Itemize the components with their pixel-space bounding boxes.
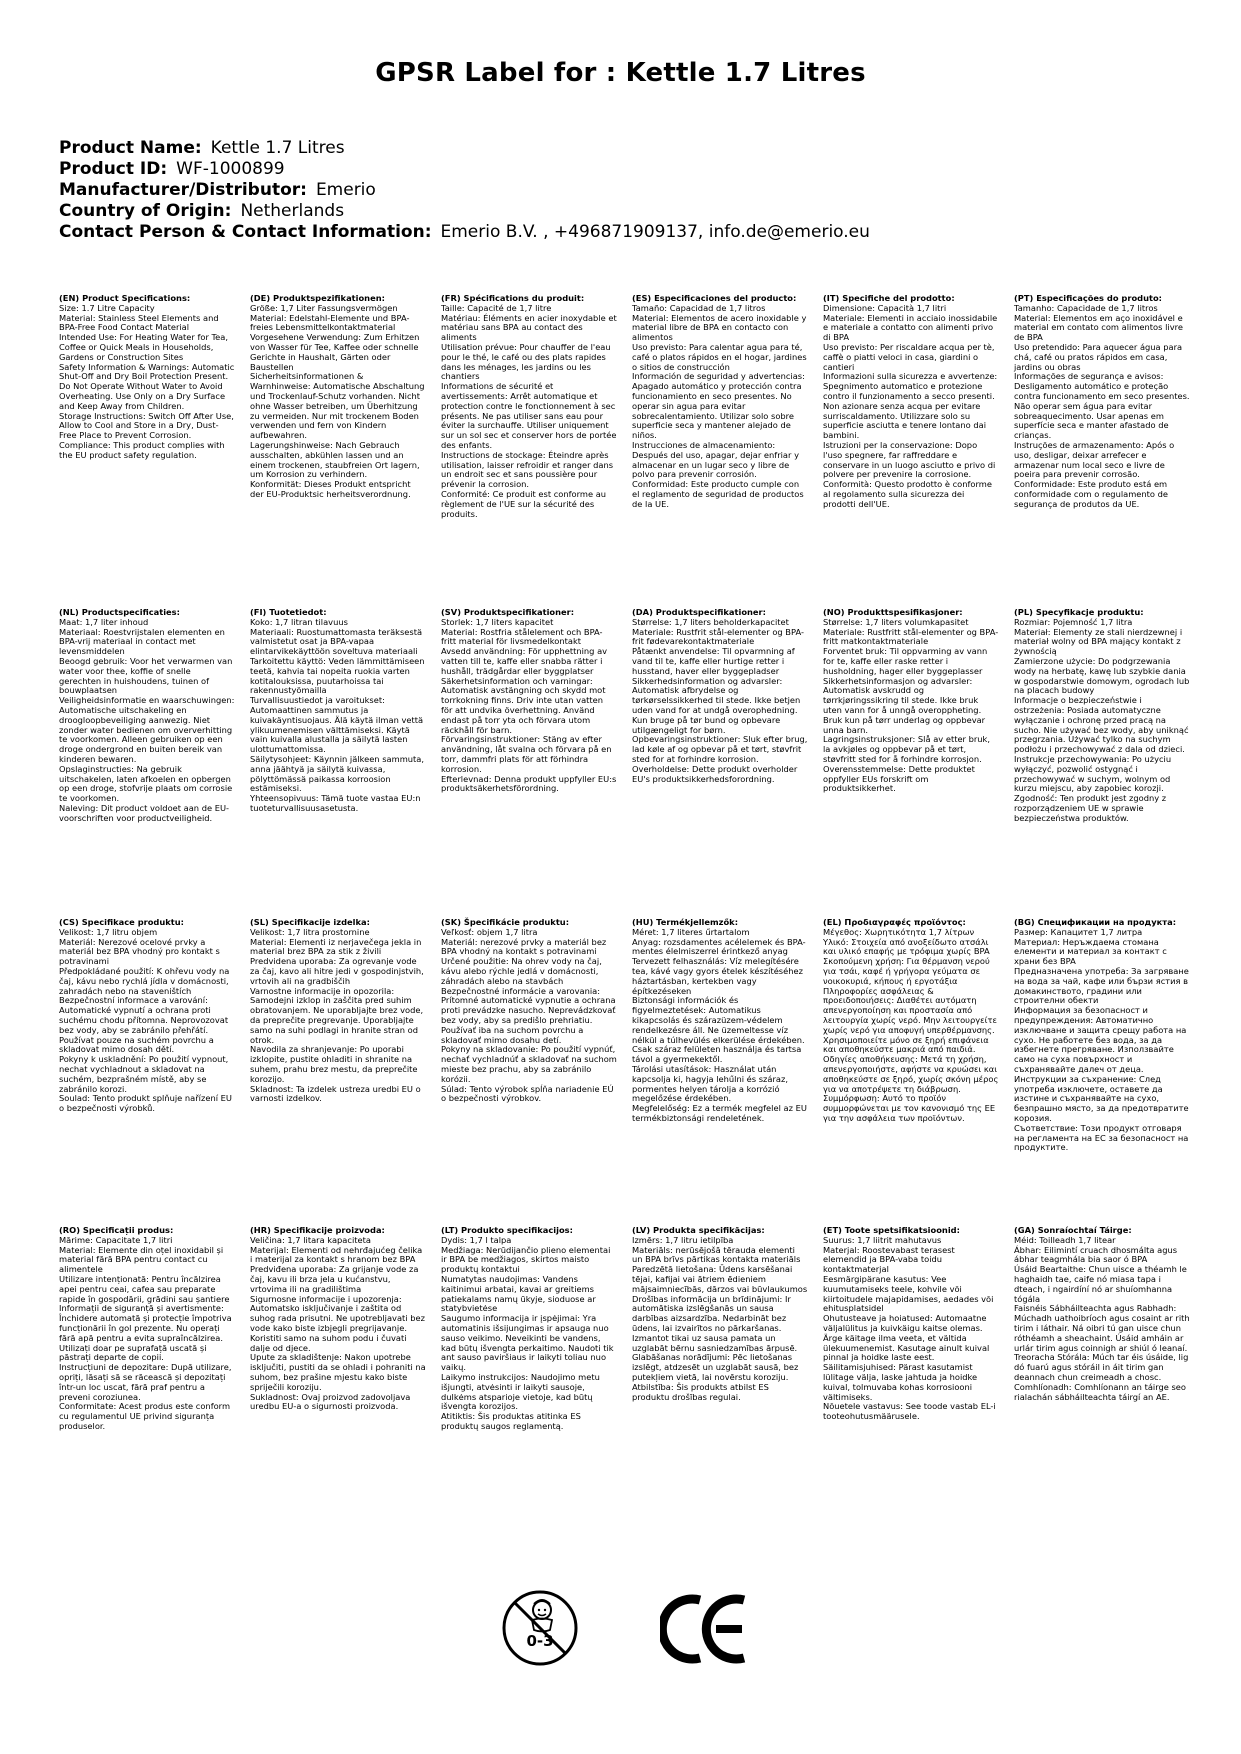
- section-heading: (LV) Produkta specifikācijas:: [632, 1225, 765, 1235]
- section-body: Dydis: 1,7 l talpa Medžiaga: Nerūdijančio plieno elementai ir BPA be medžiagos, skirtos maisto produktų kontaktui Numatytas naudojimas: Vandens kaitinimui arbatai, kavai ar greitiems patiekalams namų ūkyje, sioduose ar statybvietėse Saugumo informacija ir įspėjimai: Yra automatinis išsijungimas ir apsauga nuo sauso veikimo. Neveikinti be vandens, kad būtų išvengta perkaitimo. Naudoti tik ant sauso paviršiaus ir laikyti toliau nuo vaikų. Laikymo instrukcijos: Naudojimo metu išjungti, atvėsinti ir laikyti sausoje, dulkėms atsparioje vietoje, kad būtų išvengta korozijos. Atitiktis: Šis produktas atitinka ES produktų saugos reglamentą.: [441, 1234, 614, 1431]
- section-heading: (ES) Especificaciones del producto:: [632, 293, 797, 303]
- section-fr: [441, 294, 617, 519]
- section-body: Tamanho: Capacidade de 1,7 litros Material: Elementos em aço inoxidável e material em contato com alimentos livre de BPA Uso pretendido: Para aquecer água para chá, café ou pratos rápidos em casa, jardins ou obras Informações de segurança e avisos: Desligamento automático e proteção contra funcionamento em seco presentes. Não operar sem água para evitar sobreaquecimento. Usar apenas em superfície seca e manter afastado de crianças. Instruções de armazenamento: Após o uso, desligar, deixar arrefecer e armazenar num local seco e livre de poeira para prevenir corrosão. Conformidade: Este produto está em conformidade com o regulamento de segurança de produtos da UE.: [1014, 302, 1190, 509]
- section-pl: [1014, 608, 1190, 824]
- section-ro: [59, 1226, 235, 1432]
- section-heading: (PT) Especificações do produto:: [1014, 293, 1162, 303]
- section-body: Størrelse: 1,7 liters beholderkapacitet Materiale: Rustfrit stål-elementer og BPA-frit fødevarekontaktmateriale Påtænkt anvendelse: Til opvarmning af vand til te, kaffe eller hurtige retter i husstand, haver eller byggepladser Sikkerhedsinformation og advarsler: Automatisk afbrydelse og tørkørselssikkerhed til stede. Ikke betjen uden vand for at undgå overophedning. Kun bruge på tør bund og opbevare utilgængeligt for børn. Opbevaringsinstruktioner: Sluk efter brug, lad køle af og opbevar på et tørt, støvfrit sted for at forhindre korrosion. Overholdelse: Dette produkt overholder EU's produktsikkerhedsforordning.: [632, 616, 808, 784]
- manufacturer-row: [59, 180, 1209, 201]
- contact-row: [59, 222, 1209, 243]
- info-value: Netherlands: [240, 201, 345, 221]
- section-body: Dimensione: Capacità 1,7 litri Materiale: Elementi in acciaio inossidabile e materiale a contatto con alimenti privo di BPA Uso previsto: Per riscaldare acqua per tè, caffè o piatti veloci in casa, giardini o cantieri Informazioni sulla sicurezza e avvertenze: Spegnimento automatico e protezione contro il funzionamento a secco presenti. Non azionare senza acqua per evitare surriscaldamento. Utilizzare solo su superficie asciutta e tenere lontano dai bambini. Istruzioni per la conservazione: Dopo l'uso spegnere, far raffreddare e conservare in un luogo asciutto e privo di polvere per prevenire la corrosione. Conformità: Questo prodotto è conforme al regolamento sulla sicurezza dei prodotti dell'UE.: [823, 302, 998, 509]
- section-lv: [632, 1226, 808, 1402]
- section-heading: (RO) Specificații produs:: [59, 1225, 174, 1235]
- section-body: Mărime: Capacitate 1,7 litri Material: Elemente din oțel inoxidabil și material fără BPA pentru contact cu alimentele Utilizare intenționată: Pentru încălzirea apei pentru ceai, cafea sau preparate rapide în gospodării, grădini sau șantiere Informații de siguranță și avertismente: Închidere automată și protecție împotriva funcționării în gol prezente. Nu operați fără apă pentru a evita supraîncălzirea. Utilizați doar pe suprafață uscată și păstrați departe de copii. Instrucțiuni de depozitare: După utilizare, opriți, lăsați să se răcească și depozitați într-un loc uscat, fără praf pentru a preveni coroziunea. Conformitate: Acest produs este conform cu regulamentul UE privind siguranța produselor.: [59, 1234, 232, 1431]
- section-heading: (SK) Špecifikácie produktu:: [441, 917, 570, 927]
- section-body: Méret: 1,7 literes űrtartalom Anyag: rozsdamentes acélelemek és BPA-mentes élelmiszerrel érintkező anyag Tervezett felhasználás: Víz melegítésére tea, kávé vagy gyors ételek készítéséhez háztartásban, kertekben vagy építkezéseken Biztonsági információk és figyelmeztetések: Automatikus kikapcsolás és szárazüzem-védelem rendelkezésre áll. Ne üzemeltesse víz nélkül a túlhevülés elkerülése érdekében. Csak száraz felületen használja és tartsa távol a gyermekektől. Tárolási utasítások: Használat után kapcsolja ki, hagyja lehűlni és száraz, pormentes helyen tárolja a korrózió megelőzése érdekében. Megfelelőség: Ez a termék megfelel az EU termékbiztonsági rendeletének.: [632, 926, 807, 1123]
- section-heading: (FI) Tuotetiedot:: [250, 607, 327, 617]
- section-heading: (FR) Spécifications du produit:: [441, 293, 585, 303]
- section-cs: [59, 918, 235, 1114]
- section-body: Tamaño: Capacidad de 1,7 litros Material: Elementos de acero inoxidable y material libre de BPA en contacto con alimentos Uso previsto: Para calentar agua para té, café o platos rápidos en el hogar, jardines o sitios de construcción Información de seguridad y advertencias: Apagado automático y protección contra funcionamiento en seco presentes. No operar sin agua para evitar sobrecalentamiento. Utilizar solo sobre superficie seca y mantener alejado de niños. Instrucciones de almacenamiento: Después del uso, apagar, dejar enfriar y almacenar en un lugar seco y libre de polvo para prevenir corrosión. Conformidad: Este producto cumple con el reglamento de seguridad de productos de la UE.: [632, 302, 807, 509]
- section-fi: [250, 608, 426, 814]
- info-value: Emerio: [315, 180, 376, 200]
- info-value: WF-1000899: [176, 159, 285, 179]
- info-label: Contact Person & Contact Information:: [59, 222, 432, 242]
- section-heading: (SV) Produktspecifikationer:: [441, 607, 575, 617]
- page-title: GPSR Label for : Kettle 1.7 Litres: [375, 58, 866, 88]
- age-label: 0-3: [526, 1632, 554, 1650]
- section-heading: (DE) Produktspezifikationen:: [250, 293, 385, 303]
- section-sl: [250, 918, 426, 1104]
- section-heading: (IT) Specifiche del prodotto:: [823, 293, 955, 303]
- section-heading: (NO) Produkttspesifikasjoner:: [823, 607, 963, 617]
- section-sk: [441, 918, 617, 1104]
- section-heading: (HR) Specifikacije proizvoda:: [250, 1225, 385, 1235]
- section-es: [632, 294, 808, 510]
- section-body: Størrelse: 1,7 liters volumkapasitet Materiale: Rustfritt stål-elementer og BPA-fritt matkontaktmateriale Forventet bruk: Til oppvarming av vann for te, kaffe eller raske retter i husholdning, hager eller byggeplasser Sikkerhetsinformasjon og advarsler: Automatisk avskrudd og tørrkjøringssikring til stede. Ikke bruk uten vann for å unngå overoppheting. Bruk kun på tørr underlag og oppbevar unna barn. Lagringsinstruksjoner: Slå av etter bruk, la avkjøles og oppbevar på et tørt, støvfritt sted for å forhindre korrosjon. Overensstemmelse: Dette produktet oppfyller EUs forskrift om produktsikkerhet.: [823, 616, 999, 794]
- section-heading: (NL) Productspecificaties:: [59, 607, 180, 617]
- ce-mark-icon: [660, 1588, 750, 1670]
- section-hr: [250, 1226, 426, 1412]
- section-body: Rozmiar: Pojemność 1,7 litra Materiał: Elementy ze stali nierdzewnej i materiał wolny od BPA mający kontakt z żywnością Zamierzone użycie: Do podgrzewania wody na herbatę, kawę lub szybkie dania w gospodarstwie domowym, ogrodach lub na placach budowy Informacje o bezpieczeństwie i ostrzeżenia: Posiada automatyczne wyłączanie i ochronę przed pracą na sucho. Nie używać bez wody, aby uniknąć przegrzania. Używać tylko na suchym podłożu i przechowywać z dala od dzieci. Instrukcje przechowywania: Po użyciu wyłączyć, pozwolić ostygnąć i przechowywać w suchym, wolnym od kurzu miejscu, aby zapobiec korozji. Zgodność: Ten produkt jest zgodny z rozporządzeniem UE w sprawie bezpieczeństwa produktów.: [1014, 616, 1190, 823]
- section-heading: (CS) Specifikace produktu:: [59, 917, 184, 927]
- section-heading: (EL) Προδιαγραφές προϊόντος:: [823, 917, 966, 927]
- section-hu: [632, 918, 808, 1124]
- section-heading: (GA) Sonraíochtaí Táirge:: [1014, 1225, 1132, 1235]
- section-heading: (EN) Product Specifications:: [59, 293, 191, 303]
- section-body: Velikost: 1,7 litru objem Materiál: Nerezové ocelové prvky a materiál bez BPA vhodný pro kontakt s potravinami Předpokládané použití: K ohřevu vody na čaj, kávu nebo rychlá jídla v domácnosti, zahradách nebo na staveništích Bezpečnostní informace a varování: Automatické vypnutí a ochrana proti suchému chodu přítomna. Neprovozovat bez vody, aby se zabránilo přehřátí. Používat pouze na suchém povrchu a skladovat mimo dosah dětí. Pokyny k uskladnění: Po použití vypnout, nechat vychladnout a skladovat na suchém, bezprašném místě, aby se zabránilo korozi. Soulad: Tento produkt splňuje nařízení EU o bezpečnosti výrobků.: [59, 926, 232, 1114]
- section-el: [823, 918, 999, 1124]
- section-body: Maat: 1,7 liter inhoud Materiaal: Roestvrijstalen elementen en BPA-vrij materiaal in contact met levensmiddelen Beoogd gebruik: Voor het verwarmen van water voor thee, koffie of snelle gerechten in huishoudens, tuinen of bouwplaatsen Veiligheidsinformatie en waarschuwingen: Automatische uitschakeling en droogloopbeveiliging aanwezig. Niet zonder water bedienen om oververhitting te voorkomen. Alleen gebruiken op een droge ondergrond en buiten bereik van kinderen bewaren. Opslaginstructies: Na gebruik uitschakelen, laten afkoelen en opbergen op een droge, stofvrije plaats om corrosie te voorkomen. Naleving: Dit product voldoet aan de EU-voorschriften voor productveiligheid.: [59, 616, 235, 823]
- section-body: Veličina: 1,7 litara kapaciteta Materijal: Elementi od nehrđajućeg čelika i materijal za kontakt s hranom bez BPA Predviđena uporaba: Za grijanje vode za čaj, kavu ili brza jela u kućanstvu, vrtovima ili na gradilištima Sigurnosne informacije i upozorenja: Automatsko isključivanje i zaštita od suhog rada prisutni. Ne upotrebljavati bez vode kako biste izbjegli pregrijavanje. Koristiti samo na suhom podu i čuvati dalje od djece. Upute za skladištenje: Nakon upotrebe isključiti, pustiti da se ohladi i pohraniti na suhom, bez prašine mjestu kako biste spriječili koroziju. Sukladnost: Ovaj proizvod zadovoljava uredbu EU-a o sigurnosti proizvoda.: [250, 1234, 426, 1412]
- section-de: [250, 294, 426, 500]
- section-it: [823, 294, 999, 510]
- section-bg: [1014, 918, 1190, 1153]
- section-heading: (LT) Produkto specifikacijos:: [441, 1225, 573, 1235]
- section-body: Veľkosť: objem 1,7 litra Materiál: nerezové prvky a materiál bez BPA vhodný na kontakt s potravinami Určené použitie: Na ohrev vody na čaj, kávu alebo rýchle jedlá v domácnosti, záhradách alebo na stavbách Bezpečnostné informácie a varovania: Prítomné automatické vypnutie a ochrana proti prevádzke nasucho. Neprevádzkovať bez vody, aby sa predišlo prehriatiu. Používať iba na suchom povrchu a skladovať mimo dosahu detí. Pokyny na skladovanie: Po použití vypnúť, nechať vychladnúť a skladovať na suchom mieste bez prachu, aby sa zabránilo korózii. Súlad: Tento výrobok spĺňa nariadenie EÚ o bezpečnosti výrobkov.: [441, 926, 617, 1104]
- section-body: Size: 1.7 Litre Capacity Material: Stainless Steel Elements and BPA-Free Food Contact Material Intended Use: For Heating Water for Tea, Coffee or Quick Meals in Households, Gardens or Construction Sites Safety Information & Warnings: Automatic Shut-Off and Dry Boil Protection Present. Do Not Operate Without Water to Avoid Overheating. Use Only on a Dry Surface and Keep Away from Children. Storage Instructions: Switch Off After Use, Allow to Cool and Store in a Dry, Dust-Free Place to Prevent Corrosion. Compliance: This product complies with the EU product safety regulation.: [59, 302, 235, 460]
- section-no: [823, 608, 999, 794]
- section-body: Velikost: 1,7 litra prostornine Material: Elementi iz nerjavečega jekla in material brez BPA za stik z živili Predvidena uporaba: Za ogrevanje vode za čaj, kavo ali hitre jedi v gospodinjstvih, vrtovih ali na gradbiščih Varnostne informacije in opozorila: Samodejni izklop in zaščita pred suhim obratovanjem. Ne uporabljajte brez vode, da preprečite pregrevanje. Uporabljajte samo na suhi podlagi in hranite stran od otrok. Navodila za shranjevanje: Po uporabi izklopite, pustite ohladiti in shranite na suhem, prahu brez mestu, da preprečite korozijo. Skladnost: Ta izdelek ustreza uredbi EU o varnosti izdelkov.: [250, 926, 424, 1104]
- product-id-row: [59, 159, 1209, 180]
- section-heading: (HU) Termékjellemzők:: [632, 917, 739, 927]
- country-row: [59, 201, 1209, 222]
- section-body: Méid: Toilleadh 1,7 litear Ábhar: Eilimintí cruach dhosmálta agus ábhar teagmhála bia saor ó BPA Úsáid Beartaithe: Chun uisce a théamh le haghaidh tae, caife nó miasa tapa i dteach, i ngairdíní nó ar shuíomhanna tógála Faisnéis Sábháilteachta agus Rabhadh: Múchadh uathoibríoch agus cosaint ar rith tirim i láthair. Ná oibri tú gan uisce chun róthéamh a sheachaint. Úsáid amháin ar urlár tirim agus coinnigh ar shiúl ó leanaí. Treoracha Stórála: Múch tar éis úsáide, lig dó fuarú agus stóráil in áit tirim gan deannach chun creimeadh a chosc. Comhlíonadh: Comhlíonann an táirge seo rialachán sábháilteachta táirgí an AE.: [1014, 1234, 1190, 1402]
- not-suitable-for-children-0-3-icon: [498, 1580, 582, 1680]
- section-heading: (DA) Produktspecifikationer:: [632, 607, 766, 617]
- section-heading: (ET) Toote spetsifikatsioonid:: [823, 1225, 960, 1235]
- section-lt: [441, 1226, 617, 1432]
- section-nl: [59, 608, 235, 824]
- section-body: Размер: Капацитет 1,7 литра Материал: Неръждаема стомана елементи и материал за контакт с храни без BPA Предназначена употреба: За загряване на вода за чай, кафе или бързи ястия в домакинството, градини или строителни обекти Информация за безопасност и предупреждения: Автоматично изключване и защита срещу работа на сухо. Не работете без вода, за да избегнете прегряване. Използвайте само на суха повърхност и съхранявайте далеч от деца. Инструкции за съхранение: След употреба изключете, оставете да изстине и съхранявайте на сухо, безпрашно място, за да предотвратите корозия. Съответствие: Този продукт отговаря на регламента на ЕС за безопасност на продуктите.: [1014, 926, 1189, 1153]
- info-value: Kettle 1.7 Litres: [210, 138, 345, 158]
- section-heading: (PL) Specyfikacje produktu:: [1014, 607, 1144, 617]
- section-body: Izmērs: 1,7 litru ietilpība Materiāls: nerūsējošā tērauda elementi un BPA brīvs pārtikas kontakta materiāls Paredzētā lietošana: Ūdens karsēšanai tējai, kafijai vai ātriem ēdieniem mājsaimniecībās, dārzos vai būvlaukumos Drošības informācija un brīdinājumi: Ir automātiska izslēgšanās un sausa darbības aizsardzība. Nedarbināt bez ūdens, lai izvairītos no pārkaršanas. Izmantot tikai uz sausa pamata un uzglabāt bērnu sasniedzamības ārpusē. Glabāšanas norādījumi: Pēc lietošanas izslēgt, atdzesēt un uzglabāt sausā, bez putekļiem vietā, lai novērstu koroziju. Atbilstība: Šis produkts atbilst ES produktu drošības regulai.: [632, 1234, 808, 1402]
- info-label: Product ID:: [59, 159, 168, 179]
- section-body: Koko: 1,7 litran tilavuus Materiaali: Ruostumattomasta teräksestä valmistetut osat ja BPA-vapaa elintarvikekäyttöön soveltuva materiaali Tarkoitettu käyttö: Veden lämmittämiseen teetä, kahvia tai nopeita ruokia varten kotitalouksissa, puutarhoissa tai rakennustyömailla Turvallisuustiedot ja varoitukset: Automaattinen sammutus ja kuivakäyntisuojaus. Älä käytä ilman vettä ylikuumenemisen välttämiseksi. Käytä vain kuivalla alustalla ja säilytä lasten ulottumattomissa. Säilytysohjeet: Käynnin jälkeen sammuta, anna jäähtyä ja säilytä kuivassa, pölyttömässä paikassa korroosion estämiseksi. Yhteensopivuus: Tämä tuote vastaa EU:n tuoteturvallisuusasetusta.: [250, 616, 425, 813]
- section-body: Μέγεθος: Χωρητικότητα 1,7 λίτρων Υλικό: Στοιχεία από ανοξείδωτο ατσάλι και υλικό επαφής με τρόφιμα χωρίς BPA Σκοπούμενη χρήση: Για θέρμανση νερού για τσάι, καφέ ή γρήγορα γεύματα σε νοικοκυριά, κήπους ή εργοτάξια Πληροφορίες ασφάλειας & προειδοποιήσεις: Διαθέτει αυτόματη απενεργοποίηση και προστασία από λειτουργία χωρίς νερό. Μην λειτουργείτε χωρίς νερό για αποφυγή υπερθέρμανσης. Χρησιμοποιείτε μόνο σε ξηρή επιφάνεια και αποθηκεύστε μακριά από παιδιά. Οδηγίες αποθήκευσης: Μετά τη χρήση, απενεργοποιήστε, αφήστε να κρυώσει και αποθηκεύστε σε ξηρό, χωρίς σκόνη μέρος για να αποτρέψετε τη διάβρωση. Συμμόρφωση: Αυτό το προϊόν συμμορφώνεται με τον κανονισμό της ΕΕ για την ασφάλεια των προϊόντων.: [823, 926, 999, 1123]
- section-da: [632, 608, 808, 784]
- info-label: Country of Origin:: [59, 201, 232, 221]
- info-label: Manufacturer/Distributor:: [59, 180, 307, 200]
- info-value: Emerio B.V. , +496871909137, info.de@emerio.eu: [440, 222, 870, 242]
- section-body: Suurus: 1,7 liitrit mahutavus Materjal: Roostevabast terasest elemendid ja BPA-vaba toidu kontaktmaterjal Eesmärgipärane kasutus: Vee kuumutamiseks teele, kohvile või kiirtoitudele majapidamises, aedades või ehitusplatsidel Ohutusteave ja hoiatused: Automaatne väljalülitus ja kuivkäigu kaitse olemas. Ärge käitage ilma veeta, et vältida ülekuumenemist. Kasutage ainult kuival pinnal ja hoidke laste eest. Säilitamisjuhised: Pärast kasutamist lülitage välja, laske jahtuda ja hoidke kuival, tolmuvaba kohas korrosiooni vältimiseks. Nõuetele vastavus: See toode vastab EL-i tooteohutusmäärusele.: [823, 1234, 996, 1422]
- section-pt: [1014, 294, 1190, 510]
- section-sv: [441, 608, 617, 794]
- section-body: Storlek: 1,7 liters kapacitet Material: Rostfria stålelement och BPA-fritt material för livsmedelkontakt Avsedd användning: För upphettning av vatten till te, kaffe eller snabba rätter i hushåll, trädgårdar eller byggplatser Säkerhetsinformation och varningar: Automatisk avstängning och skydd mot torrkokning finns. Driv inte utan vatten för att undvika överhettning. Använd endast på torr yta och förvara utom räckhåll för barn. Förvaringsinstruktioner: Stäng av efter användning, låt svalna och förvara på en torr, dammfri plats för att förhindra korrosion. Efterlevnad: Denna produkt uppfyller EU:s produktsäkerhetsförordning.: [441, 616, 617, 794]
- section-ga: [1014, 1226, 1190, 1402]
- compliance-icons: [0, 1580, 1241, 1690]
- section-en: [59, 294, 235, 461]
- section-body: Taille: Capacité de 1,7 litre Matériau: Éléments en acier inoxydable et matériau sans BPA au contact des aliments Utilisation prévue: Pour chauffer de l'eau pour le thé, le café ou des plats rapides dans les ménages, les jardins ou les chantiers Informations de sécurité et avertissements: Arrêt automatique et protection contre le fonctionnement à sec présents. Ne pas utiliser sans eau pour éviter la surchauffe. Utiliser uniquement sur un sol sec et conserver hors de portée des enfants. Instructions de stockage: Éteindre après utilisation, laisser refroidir et ranger dans un endroit sec et sans poussière pour prévenir la corrosion. Conformité: Ce produit est conforme au règlement de l'UE sur la sécurité des produits.: [441, 302, 617, 519]
- section-body: Größe: 1,7 Liter Fassungsvermögen Material: Edelstahl-Elemente und BPA-freies Lebensmittelkontaktmaterial Vorgesehene Verwendung: Zum Erhitzen von Wasser für Tee, Kaffee oder schnelle Gerichte in Haushalt, Gärten oder Baustellen Sicherheitsinformationen & Warnhinweise: Automatische Abschaltung und Trockenlauf-Schutz vorhanden. Nicht ohne Wasser betreiben, um Überhitzung zu vermeiden. Nur mit trockenem Boden verwenden und fern von Kindern aufbewahren. Lagerungshinweise: Nach Gebrauch ausschalten, abkühlen lassen und an einem trockenen, staubfreien Ort lagern, um Korrosion zu verhindern. Konformität: Dieses Produkt entspricht der EU-Produktsic herheitsverordnung.: [250, 302, 425, 499]
- product-name-row: [59, 138, 1209, 159]
- section-heading: (BG) Спецификации на продукта:: [1014, 917, 1177, 927]
- section-et: [823, 1226, 999, 1422]
- product-info: [59, 138, 1209, 243]
- section-heading: (SL) Specifikacije izdelka:: [250, 917, 370, 927]
- info-label: Product Name:: [59, 138, 202, 158]
